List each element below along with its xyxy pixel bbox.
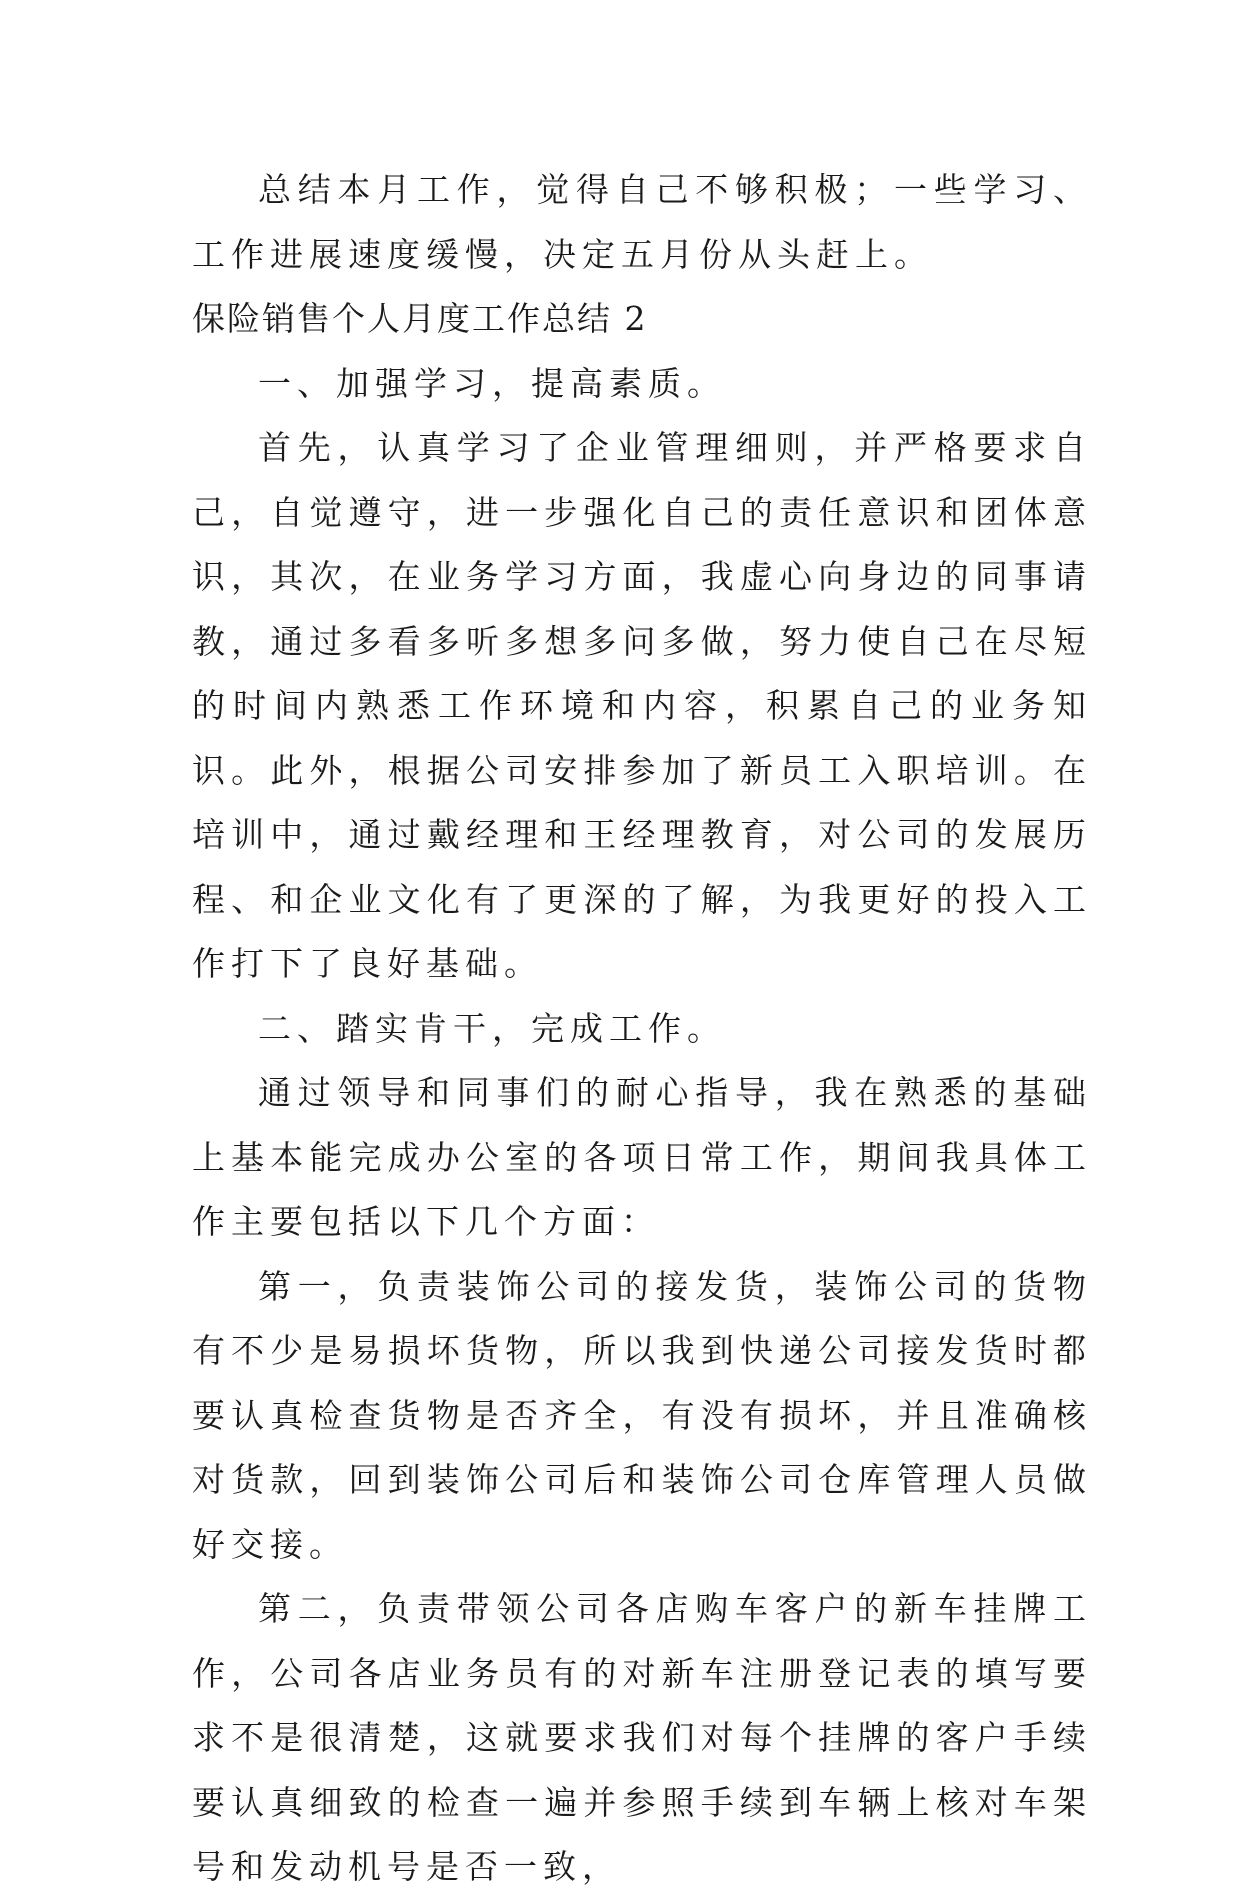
subheading-work: 二、踏实肯干，完成工作。 <box>258 1008 726 1048</box>
paragraph-study: 首先，认真学习了企业管理细则，并严格要求自己，自觉遵守，进一步强化自己的责任意识和团体意识，其次，在业务学习方面，我虚心向身边的同事请教，通过多看多听多想多问多做，努力使自己在尽短的时间内熟悉工作环境和内容，积累自己的业务知识。此外，根据公司安排参加了新员工入职培训。在培训中，通过戴经理和王经理教育，对公司的发展历程、和企业文化有了更深的了解，为我更好的投入工作打下了良好基础。 <box>192 428 1092 983</box>
paragraph-work-second: 第二，负责带领公司各店购车客户的新车挂牌工作，公司各店业务员有的对新车注册登记表的填写要求不是很清楚，这就要求我们对每个挂牌的客户手续要认真细致的检查一遍并参照手续到车辆上核对车架号和发动机号是否一致， <box>192 1589 1092 1886</box>
paragraph-summary: 总结本月工作，觉得自己不够积极；一些学习、工作进展速度缓慢，决定五月份从头赶上。 <box>192 170 1092 274</box>
document-body <box>192 158 1092 1900</box>
section-title: 保险销售个人月度工作总结 2 <box>192 299 648 338</box>
paragraph-work-intro: 通过领导和同事们的耐心指导，我在熟悉的基础上基本能完成办公室的各项日常工作，期间我具体工作主要包括以下几个方面： <box>192 1073 1092 1241</box>
subheading-study: 一、加强学习，提高素质。 <box>258 363 726 403</box>
paragraph-work-first: 第一，负责装饰公司的接发货，装饰公司的货物有不少是易损坏货物，所以我到快递公司接发货时都要认真检查货物是否齐全，有没有损坏，并且准确核对货款，回到装饰公司后和装饰公司仓库管理人员做好交接。 <box>192 1266 1092 1564</box>
